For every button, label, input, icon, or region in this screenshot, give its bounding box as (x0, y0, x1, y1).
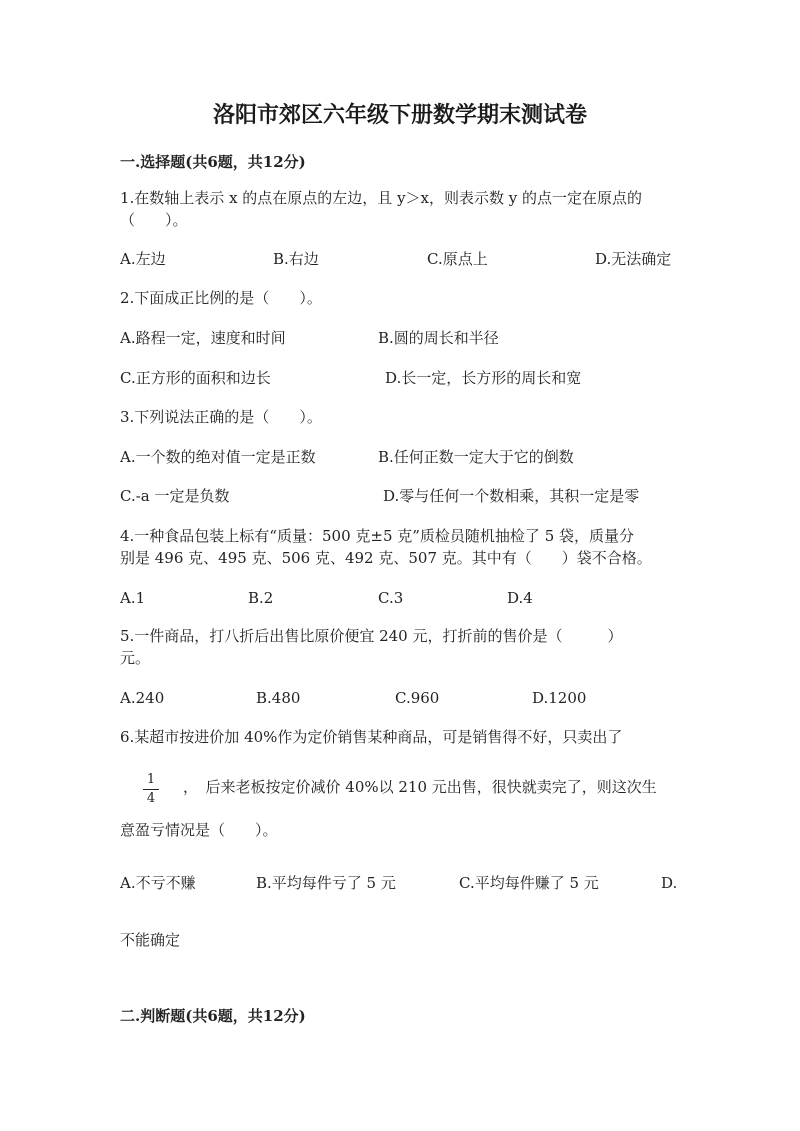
question-2-option-d: D.长一定，长方形的周长和宽 (385, 369, 582, 387)
section-heading-choice: 一.选择题(共6题，共12分) (120, 153, 306, 171)
question-6-text-line-3: 意盈亏情况是（ ）。 (120, 821, 278, 839)
question-5-text-line-2: 元。 (120, 649, 151, 667)
question-6-option-a: A.不亏不赚 (120, 874, 196, 892)
question-6-option-c: C.平均每件赚了 5 元 (459, 874, 599, 892)
question-5-option-b: B.480 (256, 689, 301, 707)
question-2-option-c: C.正方形的面积和边长 (120, 369, 271, 387)
question-4-option-a: A.1 (120, 589, 146, 607)
question-4-option-d: D.4 (507, 589, 533, 607)
question-1-option-c: C.原点上 (427, 250, 488, 268)
question-3-option-d: D.零与任何一个数相乘，其积一定是零 (383, 487, 640, 505)
fraction-bar (143, 789, 159, 790)
question-1-option-a: A.左边 (120, 250, 166, 268)
question-2-option-b: B.圆的周长和半径 (378, 329, 499, 347)
question-3-option-c: C.-a 一定是负数 (120, 487, 230, 505)
question-5-text-line-1: 5.一件商品，打八折后出售比原价便宜 240 元，打折前的售价是（ ） (120, 627, 623, 645)
fraction-numerator: 1 (146, 772, 156, 787)
question-6-option-d: D. (661, 874, 678, 892)
question-6-option-d-text: 不能确定 (120, 931, 181, 949)
question-2-text-line-1: 2.下面成正比例的是（ ）。 (120, 289, 322, 307)
question-4-option-c: C.3 (378, 589, 404, 607)
question-1-text-line-1: 1.在数轴上表示 x 的点在原点的左边，且 y＞x，则表示数 y 的点一定在原点的 (120, 189, 643, 207)
question-5-option-d: D.1200 (532, 689, 587, 707)
question-4-option-b: B.2 (248, 589, 274, 607)
question-3-text-line-1: 3.下列说法正确的是（ ）。 (120, 408, 322, 426)
question-5-option-a: A.240 (120, 689, 165, 707)
question-3-option-b: B.任何正数一定大于它的倒数 (378, 448, 574, 466)
question-3-option-a: A.一个数的绝对值一定是正数 (120, 448, 316, 466)
question-2-option-a: A.路程一定，速度和时间 (120, 329, 286, 347)
question-4-text-line-2: 别是 496 克、495 克、506 克、492 克、507 克。其中有（ ）袋不合格。 (120, 549, 652, 567)
fraction-denominator: 4 (146, 791, 156, 806)
question-6-text-line-2: ， 后来老板按定价减价 40%以 210 元出售，很快就卖完了，则这次生 (183, 778, 657, 796)
question-1-text-line-2: （ ）。 (120, 211, 188, 229)
question-1-option-d: D.无法确定 (595, 250, 672, 268)
question-4-text-line-1: 4.一种食品包装上标有“质量：500 克±5 克”质检员随机抽检了 5 袋，质量分 (120, 527, 635, 545)
question-1-option-b: B.右边 (273, 250, 319, 268)
question-5-option-c: C.960 (395, 689, 440, 707)
fraction-one-quarter (141, 772, 161, 807)
page-title: 洛阳市郊区六年级下册数学期末测试卷 (212, 102, 587, 128)
question-6-text-line-1: 6.某超市按进价加 40%作为定价销售某种商品，可是销售得不好，只卖出了 (120, 728, 623, 746)
section-heading-judgement: 二.判断题(共6题，共12分) (120, 1007, 306, 1025)
question-6-option-b: B.平均每件亏了 5 元 (256, 874, 396, 892)
